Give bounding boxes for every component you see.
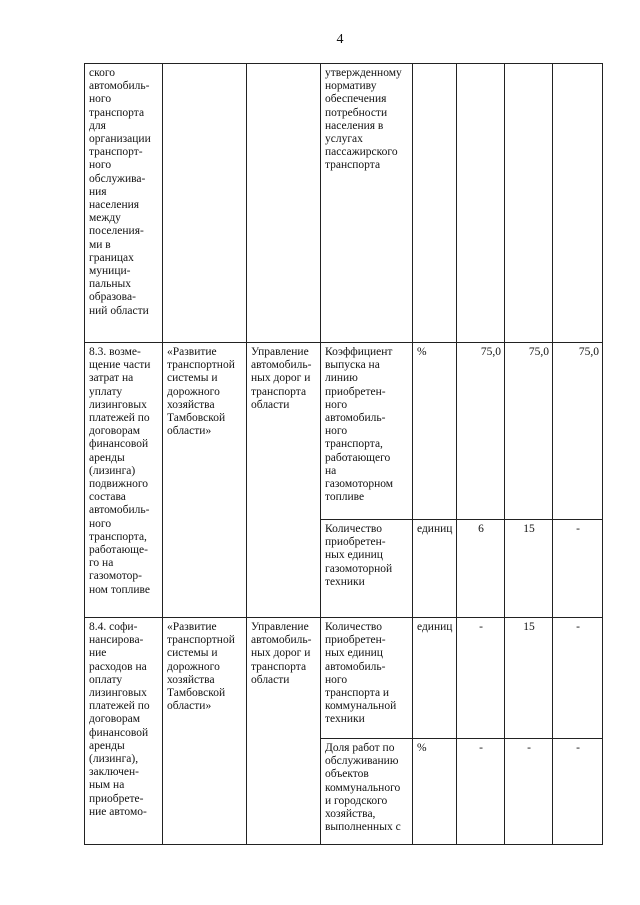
program-cell: «Развитие транспортной системы и дорожного хозяйства Тамбовской области» bbox=[163, 343, 247, 618]
program-table bbox=[84, 63, 603, 845]
indicator-cell: Количество приобретен- ных единиц автомобиль- ного транспорта и коммунальной техники bbox=[321, 618, 413, 739]
unit-cell: единиц bbox=[413, 520, 457, 618]
indicator-cell: Доля работ по обслуживанию объектов коммунального и городского хозяйства, выполненных с bbox=[321, 739, 413, 845]
measure-cell: 8.4. софи- нансирова- ние расходов на оплату лизинговых платежей по договорам финансовой аренды (лизинга), заключен- ным на приобрете- ние автомо- bbox=[85, 618, 163, 845]
executor-cell: Управление автомобиль- ных дорог и транспорта области bbox=[247, 618, 321, 845]
unit-cell bbox=[413, 64, 457, 343]
value-cell bbox=[457, 64, 505, 343]
value-cell: 75,0 bbox=[553, 343, 603, 520]
indicator-cell: Коэффициент выпуска на линию приобретен- ного автомобиль- ного транспорта, работающего на газомоторном топливе bbox=[321, 343, 413, 520]
value-cell: 75,0 bbox=[505, 343, 553, 520]
value-cell: 75,0 bbox=[457, 343, 505, 520]
unit-cell: % bbox=[413, 739, 457, 845]
value-cell: - bbox=[457, 739, 505, 845]
value-cell: 15 bbox=[505, 618, 553, 739]
program-cell bbox=[163, 64, 247, 343]
value-cell: - bbox=[553, 618, 603, 739]
table-row bbox=[85, 618, 603, 739]
indicator-cell: утвержденному нормативу обеспечения потребности населения в услугах пассажирского транспорта bbox=[321, 64, 413, 343]
program-cell: «Развитие транспортной системы и дорожного хозяйства Тамбовской области» bbox=[163, 618, 247, 845]
value-cell: - bbox=[505, 739, 553, 845]
measure-cell: 8.3. возме- щение части затрат на уплату лизинговых платежей по договорам финансовой аренды (лизинга) подвижного состава автомобиль- ного транспорта, работающе- го на газомотор- ном топливе bbox=[85, 343, 163, 618]
value-cell: - bbox=[553, 739, 603, 845]
value-cell bbox=[505, 64, 553, 343]
executor-cell: Управление автомобиль- ных дорог и транспорта области bbox=[247, 343, 321, 618]
value-cell: 6 bbox=[457, 520, 505, 618]
indicator-cell: Количество приобретен- ных единиц газомоторной техники bbox=[321, 520, 413, 618]
page-number: 4 bbox=[336, 32, 344, 47]
table-row bbox=[85, 343, 603, 520]
measure-cell: ского автомобиль- ного транспорта для организации транспорт- ного обслужива- ния населения между поселения- ми в границах муници- пальных образова- ний области bbox=[85, 64, 163, 343]
value-cell: 15 bbox=[505, 520, 553, 618]
value-cell: - bbox=[457, 618, 505, 739]
table-row bbox=[85, 64, 603, 343]
value-cell bbox=[553, 64, 603, 343]
value-cell: - bbox=[553, 520, 603, 618]
executor-cell bbox=[247, 64, 321, 343]
unit-cell: % bbox=[413, 343, 457, 520]
unit-cell: единиц bbox=[413, 618, 457, 739]
